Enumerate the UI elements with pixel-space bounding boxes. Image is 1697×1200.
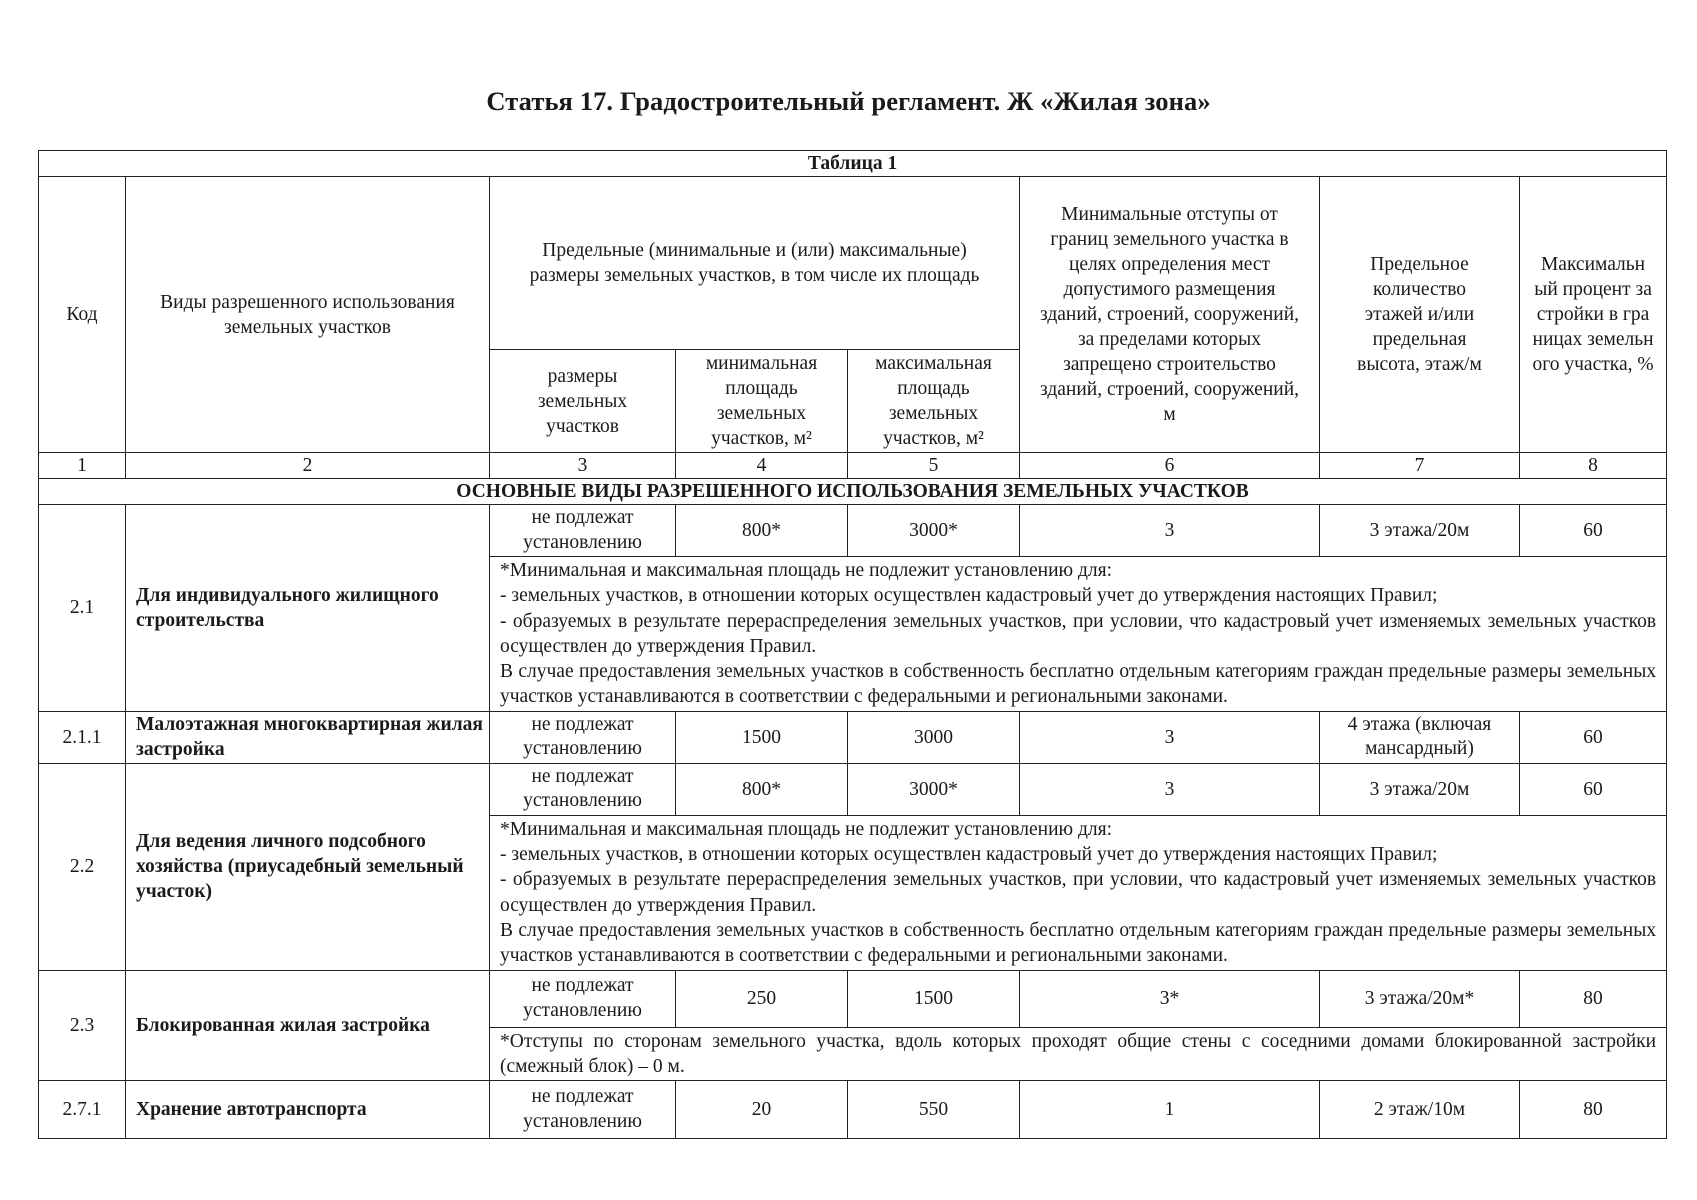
row-coverage: 80 <box>1520 970 1667 1027</box>
table-row <box>39 505 1667 557</box>
row-kind: Хранение автотранспорта <box>126 1081 490 1139</box>
row-note <box>490 557 1667 712</box>
row-note <box>490 1027 1667 1081</box>
row-max-area: 3000* <box>848 763 1020 815</box>
header-min-area: минимальная площадь земельных участков, м² <box>676 350 848 453</box>
row-kind: Малоэтажная многоквартирная жилая застройка <box>126 711 490 763</box>
table-row <box>39 763 1667 815</box>
row-sizes: не подлежат установлению <box>490 711 676 763</box>
row-floors: 2 этаж/10м <box>1320 1081 1520 1139</box>
note-line: - образуемых в результате перераспределения земельных участков, при условии, что кадастровый учет изменяемых земельных участков осуществлен до утверждения Правил. <box>500 869 1657 916</box>
row-setback: 3 <box>1020 763 1320 815</box>
column-number: 4 <box>676 453 848 479</box>
header-sizes: размеры земельных участков <box>490 350 676 453</box>
row-max-area: 1500 <box>848 970 1020 1027</box>
row-max-area: 3000 <box>848 711 1020 763</box>
table-row <box>39 970 1667 1027</box>
section-row <box>39 479 1667 505</box>
row-code: 2.3 <box>39 970 126 1081</box>
row-coverage: 60 <box>1520 763 1667 815</box>
row-setback: 3 <box>1020 711 1320 763</box>
row-coverage: 60 <box>1520 711 1667 763</box>
header-kind: Виды разрешенного использования земельных участков <box>126 177 490 453</box>
row-sizes: не подлежат установлению <box>490 1081 676 1139</box>
row-sizes: не подлежат установлению <box>490 970 676 1027</box>
column-number: 5 <box>848 453 1020 479</box>
row-sizes: не подлежат установлению <box>490 763 676 815</box>
column-number: 6 <box>1020 453 1320 479</box>
row-setback: 3 <box>1020 505 1320 557</box>
row-coverage: 80 <box>1520 1081 1667 1139</box>
row-min-area: 1500 <box>676 711 848 763</box>
row-floors: 4 этажа (включая мансардный) <box>1320 711 1520 763</box>
row-floors: 3 этажа/20м <box>1320 505 1520 557</box>
column-number: 8 <box>1520 453 1667 479</box>
row-code: 2.1 <box>39 505 126 712</box>
note-line: *Минимальная и максимальная площадь не подлежит установлению для: <box>500 560 1113 581</box>
row-max-area: 3000* <box>848 505 1020 557</box>
table-caption-row <box>39 151 1667 177</box>
row-code: 2.1.1 <box>39 711 126 763</box>
row-setback: 3* <box>1020 970 1320 1027</box>
row-floors: 3 этажа/20м* <box>1320 970 1520 1027</box>
header-coverage: Максимальн ый процент застройки в границах земельного участка, % <box>1520 177 1667 453</box>
header-code: Код <box>39 177 126 453</box>
column-numbers-row <box>39 453 1667 479</box>
table-row <box>39 711 1667 763</box>
row-kind: Блокированная жилая застройка <box>126 970 490 1081</box>
table-row <box>39 1081 1667 1139</box>
header-floors: Предельное количество этажей и/или предельная высота, этаж/м <box>1320 177 1520 453</box>
page-title: Статья 17. Градостроительный регламент. Ж «Жилая зона» <box>486 86 1211 116</box>
row-code: 2.7.1 <box>39 1081 126 1139</box>
row-kind: Для индивидуального жилищного строительства <box>126 505 490 712</box>
column-number: 3 <box>490 453 676 479</box>
row-code: 2.2 <box>39 763 126 970</box>
note-line: *Минимальная и максимальная площадь не подлежит установлению для: <box>500 818 1113 840</box>
header-size-group: Предельные (минимальные и (или) максимальные) размеры земельных участков, в том числе их площадь <box>490 177 1020 350</box>
column-number: 7 <box>1320 453 1520 479</box>
note-line: В случае предоставления земельных участков в собственность бесплатно отдельным категориям граждан предельные размеры земельных участков устанавливаются в соответствии с федеральными и региональными законами. <box>500 919 1657 967</box>
row-min-area: 800* <box>676 505 848 557</box>
row-min-area: 20 <box>676 1081 848 1139</box>
header-setback: Минимальные отступы от границ земельного участка в целях определения мест допустимого размещения зданий, строений, сооружений, за пределами которых запрещено строительство зданий, строений, сооружений, м <box>1020 177 1320 453</box>
row-floors: 3 этажа/20м <box>1320 763 1520 815</box>
note-line: - земельных участков, в отношении которых осуществлен кадастровый учет до утверждения настоящих Правил; <box>500 844 1438 866</box>
row-note <box>490 815 1667 970</box>
table-caption: Таблица 1 <box>39 151 1667 177</box>
column-number: 2 <box>126 453 490 479</box>
row-sizes: не подлежат установлению <box>490 505 676 557</box>
row-setback: 1 <box>1020 1081 1320 1139</box>
note-line: - образуемых в результате перераспределения земельных участков, при условии, что кадастровый учет изменяемых земельных участков осуществлен до утверждения Правил. <box>500 610 1657 657</box>
header-max-area: максимальная площадь земельных участков, м² <box>848 350 1020 453</box>
note-line: *Отступы по сторонам земельного участка, вдоль которых проходят общие стены с соседними домами блокированной застройки (смежный блок) – 0 м. <box>500 1030 1657 1077</box>
column-number: 1 <box>39 453 126 479</box>
row-min-area: 250 <box>676 970 848 1027</box>
note-line: - земельных участков, в отношении которых осуществлен кадастровый учет до утверждения настоящих Правил; <box>500 585 1438 607</box>
row-kind: Для ведения личного подсобного хозяйства (приусадебный земельный участок) <box>126 763 490 970</box>
regulation-table <box>38 150 1667 1139</box>
note-line: В случае предоставления земельных участков в собственность бесплатно отдельным категориям граждан предельные размеры земельных участков устанавливаются в соответствии с федеральными и региональными законами. <box>500 661 1657 708</box>
row-max-area: 550 <box>848 1081 1020 1139</box>
section-title: ОСНОВНЫЕ ВИДЫ РАЗРЕШЕННОГО ИСПОЛЬЗОВАНИЯ ЗЕМЕЛЬНЫХ УЧАСТКОВ <box>39 479 1667 505</box>
row-coverage: 60 <box>1520 505 1667 557</box>
header-row <box>39 177 1667 350</box>
row-min-area: 800* <box>676 763 848 815</box>
